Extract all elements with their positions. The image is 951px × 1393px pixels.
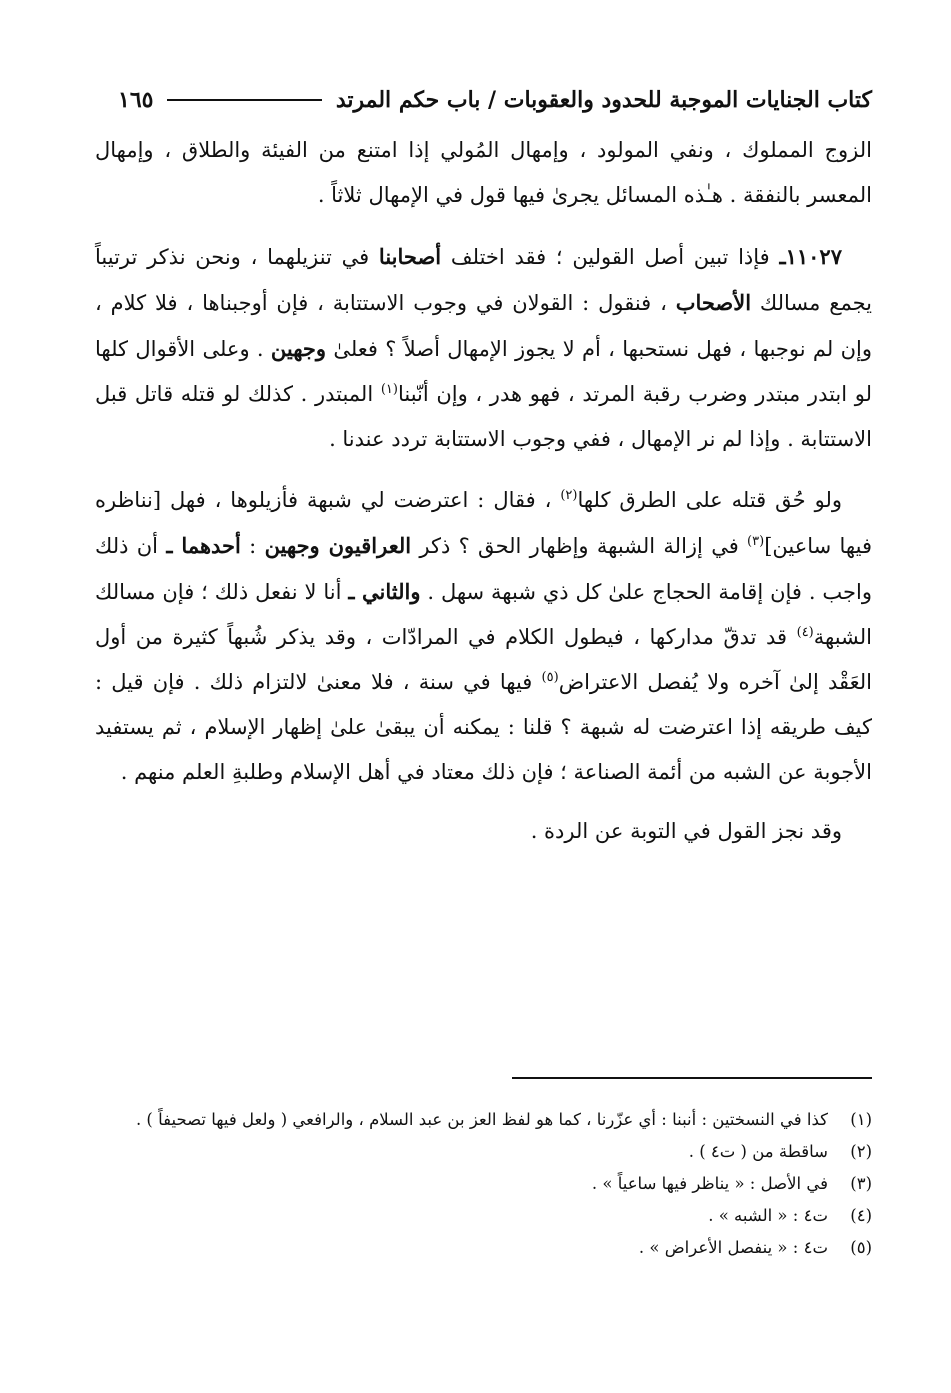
footnotes <box>95 1104 872 1264</box>
main-text <box>95 128 872 854</box>
paragraph-1-text: الزوج المملوك ، ونفي المولود ، وإمهال المُولي إذا امتنع من الفيئة والطلاق ، وإمهال المعسر بالنفقة . هـٰذه المسائل يجرىٰ فيها قول في الإمهال ثلاثاً . <box>95 138 872 207</box>
page-number: ١٦٥ <box>118 87 154 113</box>
footnote-3 <box>95 1168 872 1200</box>
footnote-1 <box>95 1104 872 1136</box>
paragraph-4-text: وقد نجز القول في التوبة عن الردة . <box>530 819 842 843</box>
text-run: ، فقال : اعترضت لي شبهة فأزيلوها ، فهل [نناظره فيها ساعين] <box>95 488 872 558</box>
footnote-number: (١) <box>850 1110 872 1129</box>
footnote-text: ت٤ : « الشبه » . <box>708 1206 828 1225</box>
bold-term: أصحابنا <box>378 244 442 269</box>
text-run: : <box>240 534 265 558</box>
footnote-ref-2[interactable]: (٢) <box>560 488 578 503</box>
text-run: المبتدر . كذلك لو قتله قاتل قبل الاستتابة . وإذا لم نر الإمهال ، ففي وجوب الاستتابة تردد عندنا . <box>95 382 872 451</box>
footnote-ref-1[interactable]: (١) <box>380 382 398 397</box>
bold-term: العراقيون وجهين <box>264 533 412 558</box>
section-number: ١١٠٢٧ـ <box>779 244 842 269</box>
header-title: كتاب الجنايات الموجبة للحدود والعقوبات / باب حكم المرتد <box>335 87 872 113</box>
footnote-ref-3[interactable]: (٣) <box>747 534 765 549</box>
footnote-text: ساقطة من ( ت٤ ) . <box>688 1142 828 1161</box>
text-run: فيها في سنة ، فلا معنىٰ لالتزام ذلك . فإن قيل : كيف طريقه إذا اعترضت له شبهة ؟ قلنا : يمكنه أن يبقىٰ علىٰ إظهار الإسلام ، ثم يستفيد الأجوبة عن الشبه من أئمة الصناعة ؛ فإن ذلك معتاد في أهل الإسلام وطلبةِ العلم منهم . <box>95 670 872 784</box>
paragraph-2 <box>95 234 872 462</box>
footnote-ref-4[interactable]: (٤) <box>796 625 814 640</box>
footnote-5 <box>95 1232 872 1264</box>
paragraph-4 <box>95 809 872 854</box>
footnote-number: (٤) <box>850 1206 872 1225</box>
footnote-text: ت٤ : « ينفصل الأعراض » . <box>638 1238 828 1257</box>
footnote-number: (٢) <box>850 1142 872 1161</box>
text-run: قد تدقّ مداركها ، فيطول الكلام في المرادّات ، وقد يذكر شُبهاً كثيرة من أول العَقْد إلىٰ آخره ولا يُفصل الاعتراض <box>95 625 872 694</box>
paragraph-1 <box>95 128 872 218</box>
text-run: ، فنقول : القولان في وجوب الاستتابة ، فإن أوجبناها ، فلا كلام ، وإن لم نوجبها ، فهل نستحبها ، أم لا يجوز الإمهال أصلاً ؟ فعلىٰ <box>95 291 872 361</box>
text-run: في تنزيلهما ، ونحن نذكر ترتيباً يجمع مسالك <box>95 245 872 315</box>
header-rule <box>167 99 321 101</box>
text-run: فإذا تبين أصل القولين ؛ فقد اختلف <box>441 245 780 269</box>
bold-term: والثاني ـ <box>348 579 421 604</box>
text-run: في إزالة الشبهة وإظهار الحق ؟ ذكر <box>411 534 748 558</box>
footnote-separator <box>512 1077 872 1079</box>
footnote-number: (٣) <box>850 1174 872 1193</box>
bold-term: أحدهما ـ <box>166 533 241 558</box>
footnote-number: (٥) <box>850 1238 872 1257</box>
running-header <box>118 80 872 120</box>
footnote-text: كذا في النسختين : أنبنا : أي عزّرنا ، كما هو لفظ العز بن عبد السلام ، والرافعي ( ولعل فيها تصحيفاً ) . <box>135 1110 828 1129</box>
paragraph-3 <box>95 478 872 795</box>
footnote-text: في الأصل : « يناظر فيها ساعياً » . <box>591 1174 828 1193</box>
text-run: ولو حُق قتله على الطرق كلها <box>577 488 842 512</box>
text-run: . وعلى الأقوال كلها لو ابتدر مبتدر وضرب رقبة المرتد ، فهو هدر ، وإن أنّبنا <box>95 337 872 406</box>
footnote-2 <box>95 1136 872 1168</box>
bold-term: وجهين <box>270 336 327 361</box>
text-run: أنا لا نفعل ذلك ؛ فإن مسالك الشبهة <box>95 580 872 649</box>
footnote-ref-5[interactable]: (٥) <box>541 670 559 685</box>
footnote-4 <box>95 1200 872 1232</box>
text-run: أن ذلك واجب . فإن إقامة الحجاج علىٰ كل ذي شبهة سهل . <box>95 534 872 604</box>
bold-term: الأصحاب <box>675 290 752 315</box>
